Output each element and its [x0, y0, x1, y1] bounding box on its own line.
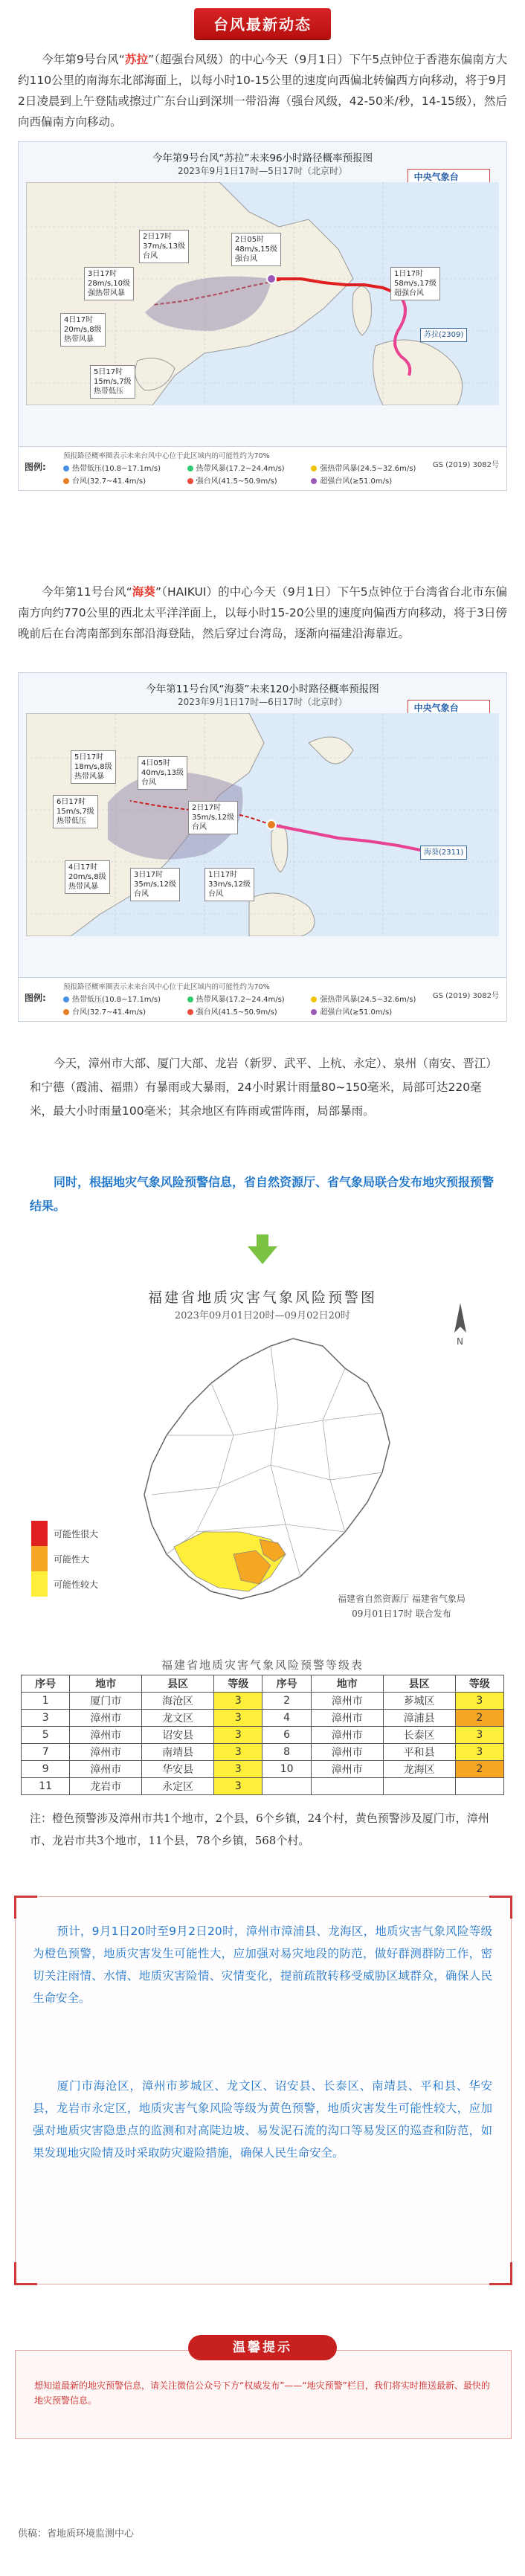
table-cell: 3 [22, 1710, 70, 1727]
risk-legend-item: 可能性很大 [31, 1521, 98, 1546]
track-callout: 5日17时 15m/s,7级 热带低压 [90, 365, 135, 399]
typhoon-tag: 海葵(2311) [420, 846, 467, 860]
rainfall-paragraph: 今天，漳州市大部、厦门大部、龙岩（新罗、武平、上杭、永定）、泉州（南安、晋江）和宁德（霞浦、福鼎）有暴雨或大暴雨，24小时累计雨量80~150毫米，局部可达220毫米，最大小时雨量100毫米；其余地区有阵雨或雷阵雨，局部暴雨。 [30, 1057, 492, 1118]
table-cell: 漳州市 [70, 1761, 142, 1778]
table-cell: 3 [455, 1727, 503, 1744]
table-cell: 龙岩市 [70, 1778, 142, 1795]
table-cell: 11 [22, 1778, 70, 1795]
issuer-stamp: 中央气象台 [408, 700, 490, 728]
table-cell: 3 [214, 1761, 262, 1778]
table-cell: 7 [22, 1744, 70, 1761]
typhoon-haikui-map [18, 672, 507, 1022]
risk-legend-item: 可能性大 [31, 1546, 98, 1571]
table-cell: 6 [262, 1727, 311, 1744]
table-cell: 2 [455, 1710, 503, 1727]
table-cell: 平和县 [383, 1744, 455, 1761]
typhoon-tag: 苏拉(2309) [420, 328, 467, 342]
map-subtitle: 2023年9月1日17时—6日17时（北京时） [178, 697, 347, 707]
legend-item: 台风(32.7~41.4m/s) [63, 474, 187, 486]
track-callout: 1日17时 33m/s,12级 台风 [204, 868, 254, 901]
legend-item: 强热带风暴(24.5~32.6m/s) [311, 993, 435, 1004]
track-callout: 4日17时 20m/s,8级 热带风暴 [60, 313, 106, 347]
table-cell [262, 1778, 311, 1795]
table-header-row: 序号 地市 县区 等级 序号 地市 县区 等级 [22, 1675, 504, 1693]
table-note: 注：橙色预警涉及漳州市共1个地市，2个县，6个乡镇，24个村，黄色预警涉及厦门市，漳州市、龙岩市共3个地市，11个县，78个乡镇，568个村。 [30, 1812, 489, 1847]
legend-item: 超强台风(≥51.0m/s) [311, 474, 435, 486]
banner-title: 台风最新动态 [194, 8, 331, 39]
warning-table-title: 福建省地质灾害气象风险预警等级表 [161, 1658, 364, 1672]
track-callout: 4日05时 40m/s,13级 台风 [138, 756, 187, 790]
legend-item: 超强台风(≥51.0m/s) [311, 1005, 435, 1017]
table-cell: 漳州市 [311, 1710, 383, 1727]
table-cell [311, 1778, 383, 1795]
table-row [22, 1693, 504, 1710]
table-cell: 2 [262, 1693, 311, 1710]
track-callout: 2日05时 48m/s,15级 强台风 [231, 233, 281, 266]
table-cell: 5 [22, 1727, 70, 1744]
track-callout: 6日17时 15m/s,7级 热带低压 [53, 795, 98, 828]
legend-item: 台风(32.7~41.4m/s) [63, 1005, 187, 1017]
table-cell: 4 [262, 1710, 311, 1727]
table-cell: 3 [455, 1693, 503, 1710]
legend-item: 热带低压(10.8~17.1m/s) [63, 462, 187, 473]
geo-hazard-risk-map [18, 1264, 507, 1651]
map-title: 今年第11号台风“海葵”未来120小时路径概率预报图 [146, 683, 379, 695]
warning-table [21, 1675, 504, 1795]
table-cell: 3 [214, 1744, 262, 1761]
table-row [22, 1710, 504, 1727]
table-cell: 南靖县 [142, 1744, 214, 1761]
table-cell: 诏安县 [142, 1727, 214, 1744]
risk-map-title: 福建省地质灾害气象风险预警图 [147, 1289, 377, 1306]
table-row [22, 1778, 504, 1795]
table-cell: 长泰区 [383, 1727, 455, 1744]
table-cell: 10 [262, 1761, 311, 1778]
tip-title: 温馨提示 [188, 2335, 337, 2360]
typhoon-name-haikui: 海葵 [132, 585, 155, 599]
source-credit: 供稿：省地质环境监测中心 [18, 2528, 135, 2540]
track-callout: 4日17时 20m/s,8级 热带风暴 [65, 860, 110, 894]
table-cell [383, 1778, 455, 1795]
table-cell: 永定区 [142, 1778, 214, 1795]
compass-icon [445, 1303, 475, 1347]
table-cell: 2 [455, 1761, 503, 1778]
table-cell: 漳州市 [311, 1693, 383, 1710]
legend-item: 强台风(41.5~50.9m/s) [187, 1005, 312, 1017]
table-cell: 漳州市 [311, 1744, 383, 1761]
table-cell: 漳州市 [70, 1727, 142, 1744]
table-row [22, 1727, 504, 1744]
map-legend: 图例: 预报路径概率圈表示未来台风中心位于此区域内的可能性约为70% 热带低压(10.8~17.1m/s) 热带风暴(17.2~24.4m/s) 强热带风暴(24.5~32.6m/s) 台风(32.7~41.4m/s) 强台风(41.5~50.9m/s) 超强台风(≥51.0m/s) GS (2019) 3082号 [19, 977, 506, 1021]
table-cell: 漳州市 [311, 1727, 383, 1744]
table-cell: 1 [22, 1693, 70, 1710]
table-cell: 3 [214, 1778, 262, 1795]
issuer-stamp: 中央气象台 [408, 169, 490, 197]
table-row [22, 1744, 504, 1761]
risk-legend-item: 可能性较大 [31, 1571, 98, 1597]
table-cell [455, 1778, 503, 1795]
forecast-orange-paragraph: 预计，9月1日20时至9月2日20时，漳州市漳浦县、龙海区，地质灾害气象风险等级为橙色预警，地质灾害发生可能性大，应加强对易灾地段的防范，做好群测群防工作，密切关注雨情、水情、地质灾害险情、灾情变化，提前疏散转移受威胁区域群众，确保人民生命安全。 [33, 1925, 492, 2005]
table-cell: 漳州市 [70, 1710, 142, 1727]
publisher: 福建省自然资源厅 福建省气象局 09月01日17时 联合发布 [338, 1594, 466, 1619]
typhoon-saola-map [18, 141, 507, 491]
table-cell: 3 [455, 1744, 503, 1761]
legend-item: 热带低压(10.8~17.1m/s) [63, 993, 187, 1004]
track-callout: 5日17时 18m/s,8级 热带风暴 [71, 750, 116, 784]
table-cell: 龙文区 [142, 1710, 214, 1727]
track-callout: 2日17时 35m/s,12级 台风 [188, 801, 238, 834]
table-cell: 龙海区 [383, 1761, 455, 1778]
banner [0, 0, 525, 46]
down-arrow-icon [246, 1234, 279, 1264]
map-title: 今年第9号台风“苏拉”未来96小时路径概率预报图 [152, 152, 373, 164]
table-cell: 华安县 [142, 1761, 214, 1778]
typhoon-saola-paragraph: 今年第9号台风“苏拉”（超强台风级）的中心今天（9月1日）下午5点钟位于香港东偏南方大约110公里的南海东北部海面上，以每小时10-15公里的速度向西偏北转偏西方向移动，将于9月2日凌晨到上午登陆或擦过广东台山到深圳一带沿海（强台风级，42-50米/秒，14-15级），然后向西偏南方向移动。 [18, 53, 507, 129]
legend-item: 热带风暴(17.2~24.4m/s) [187, 462, 312, 473]
legend-item: 强台风(41.5~50.9m/s) [187, 474, 312, 486]
table-cell: 漳州市 [70, 1744, 142, 1761]
legend-item: 强热带风暴(24.5~32.6m/s) [311, 462, 435, 473]
typhoon-name-saola: 苏拉 [124, 53, 149, 66]
table-cell: 3 [214, 1727, 262, 1744]
track-callout: 1日17时 58m/s,17级 超强台风 [390, 267, 440, 300]
track-callout: 3日17时 28m/s,10级 强热带风暴 [84, 267, 134, 300]
risk-map-date: 2023年09月01日20时—09月02日20时 [174, 1310, 351, 1321]
table-cell: 漳州市 [311, 1761, 383, 1778]
track-callout: 2日17时 37m/s,13级 台风 [139, 230, 189, 263]
table-cell: 芗城区 [383, 1693, 455, 1710]
map-subtitle: 2023年9月1日17时—5日17时（北京时） [178, 166, 347, 176]
table-cell: 漳浦县 [383, 1710, 455, 1727]
table-cell: 厦门市 [70, 1693, 142, 1710]
risk-legend [31, 1521, 98, 1597]
track-callout: 3日17时 35m/s,12级 台风 [130, 868, 180, 901]
typhoon-haikui-paragraph: 今年第11号台风“海葵”（HAIKUI）的中心今天（9月1日）下午5点钟位于台湾省台北市东偏南方向约770公里的西北太平洋洋面上，以每小时15-20公里的速度向偏西方向移动，将于3日傍晚前后在台湾南部到东部沿海登陆，然后穿过台湾岛，逐渐向福建沿海靠近。 [18, 585, 507, 640]
forecast-yellow-paragraph: 厦门市海沧区，漳州市芗城区、龙文区、诏安县、长泰区、南靖县、平和县、华安县，龙岩市永定区，地质灾害气象风险等级为黄色预警，地质灾害发生可能性较大，应加强对地质灾害隐患点的监测和对高陡边坡、易发泥石流的沟口等易发区的巡查和防范，如果发现地灾险情及时采取防灾避险措施，确保人民生命安全。 [33, 2079, 492, 2160]
legend-item: 热带风暴(17.2~24.4m/s) [187, 993, 312, 1004]
table-cell: 8 [262, 1744, 311, 1761]
table-cell: 3 [214, 1693, 262, 1710]
notice-paragraph: 同时，根据地灾气象风险预警信息，省自然资源厅、省气象局联合发布地灾预报预警结果。 [30, 1175, 495, 1213]
table-cell: 海沧区 [142, 1693, 214, 1710]
table-row [22, 1761, 504, 1778]
map-legend: 图例: 预报路径概率圈表示未来台风中心位于此区域内的可能性约为70% 热带低压(10.8~17.1m/s) 热带风暴(17.2~24.4m/s) 强热带风暴(24.5~32.6m/s) 台风(32.7~41.4m/s) 强台风(41.5~50.9m/s) 超强台风(≥51.0m/s) GS (2019) 3082号 [19, 446, 506, 490]
table-cell: 3 [214, 1710, 262, 1727]
tip-text: 想知道最新的地灾预警信息，请关注微信公众号下方“权威发布”——“地灾预警”栏目，我们将实时推送最新、最快的地灾预警信息。 [34, 2380, 490, 2406]
table-cell: 9 [22, 1761, 70, 1778]
svg-text:N: N [457, 1336, 463, 1347]
